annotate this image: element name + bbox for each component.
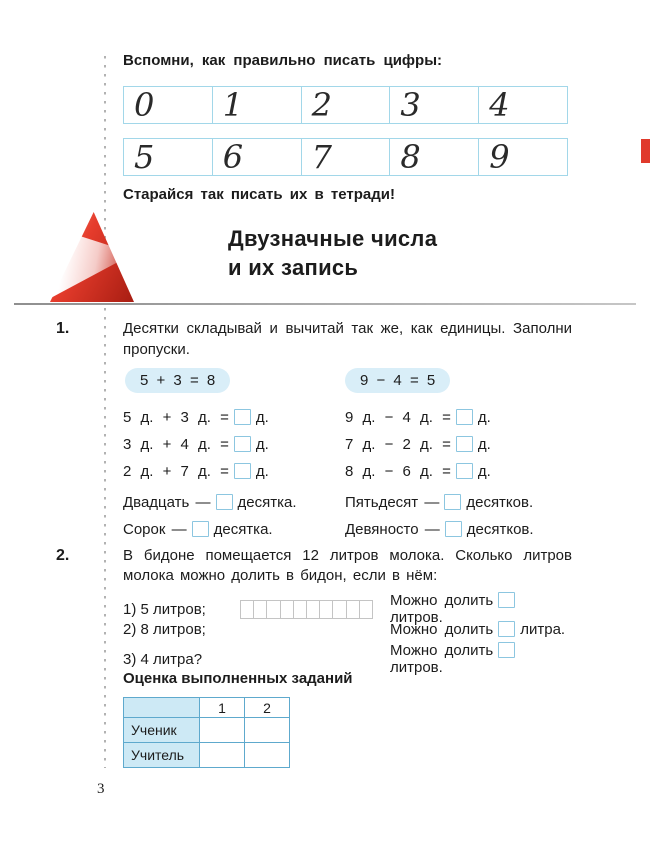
grid-cell[interactable] bbox=[319, 600, 333, 619]
task2-section bbox=[123, 546, 572, 676]
word-text: Сорок — bbox=[123, 521, 187, 538]
equation-row bbox=[123, 404, 572, 431]
answer-box[interactable] bbox=[234, 463, 251, 479]
answer-text: Можно долить bbox=[390, 621, 494, 638]
answer-box[interactable] bbox=[456, 409, 473, 425]
answer-text: Можно долить bbox=[390, 642, 494, 659]
grid-cell[interactable] bbox=[240, 600, 254, 619]
digit-practice-cell[interactable] bbox=[212, 138, 302, 176]
equation-unit: д. bbox=[255, 463, 269, 480]
answer-box[interactable] bbox=[498, 621, 515, 637]
item-label: 2) 8 литров; bbox=[123, 621, 206, 638]
equation-block bbox=[123, 404, 572, 485]
task2-items bbox=[123, 592, 572, 676]
score-cell[interactable] bbox=[245, 743, 290, 768]
equation-unit: д. bbox=[477, 409, 491, 426]
score-cell[interactable] bbox=[200, 743, 245, 768]
intro-heading: Вспомни, как правильно писать цифры: bbox=[123, 52, 443, 69]
answer-box[interactable] bbox=[498, 592, 515, 608]
handwritten-digit: 1 bbox=[222, 86, 244, 124]
chapter-title bbox=[228, 224, 437, 282]
evaluation-row-teacher bbox=[124, 743, 290, 768]
equation-left bbox=[123, 463, 345, 480]
worked-examples bbox=[123, 368, 572, 396]
word-right bbox=[345, 494, 572, 511]
answer-box[interactable] bbox=[445, 521, 462, 537]
equation-row bbox=[123, 458, 572, 485]
word-right bbox=[345, 521, 572, 538]
digit-practice-cell[interactable] bbox=[301, 86, 391, 124]
evaluation-heading: Оценка выполненных заданий bbox=[123, 670, 353, 687]
example-highlight-left: 5 + 3 = 8 bbox=[125, 368, 230, 393]
working-area bbox=[240, 600, 390, 619]
digit-practice-row bbox=[123, 86, 568, 124]
handwritten-digit: 4 bbox=[489, 86, 510, 124]
grid-cell[interactable] bbox=[280, 600, 294, 619]
word-text: Пятьдесят — bbox=[345, 494, 440, 511]
task1-section bbox=[123, 318, 572, 543]
chapter-edge-marker bbox=[641, 139, 650, 163]
handwritten-digit: 6 bbox=[222, 138, 244, 176]
word-left bbox=[123, 494, 345, 511]
equation-left bbox=[123, 409, 345, 426]
digit-practice-cell[interactable] bbox=[123, 138, 213, 176]
example-highlight-right: 9 − 4 = 5 bbox=[345, 368, 450, 393]
grid-cell[interactable] bbox=[359, 600, 373, 619]
equation-text: 7 д. − 2 д. = bbox=[345, 436, 451, 453]
row-label-student: Ученик bbox=[124, 718, 200, 743]
digit-practice-cell[interactable] bbox=[123, 86, 213, 124]
handwritten-digit: 9 bbox=[489, 138, 510, 176]
intro-footer: Старайся так писать их в тетради! bbox=[123, 186, 395, 203]
answer-box[interactable] bbox=[216, 494, 233, 510]
page-number: 3 bbox=[97, 781, 105, 797]
answer-text: Можно долить bbox=[390, 592, 494, 609]
task1-number: 1. bbox=[56, 320, 70, 337]
answer-unit: литров. bbox=[390, 659, 443, 676]
word-unit: десятков. bbox=[466, 494, 534, 511]
equation-text: 3 д. + 4 д. = bbox=[123, 436, 229, 453]
equation-text: 9 д. − 4 д. = bbox=[345, 409, 451, 426]
digit-practice-cell[interactable] bbox=[478, 86, 568, 124]
answer-unit: литра. bbox=[520, 621, 566, 638]
word-left bbox=[123, 521, 345, 538]
task2-item bbox=[123, 617, 572, 642]
word-unit: десятка. bbox=[213, 521, 273, 538]
answer-unit: литров. bbox=[390, 609, 443, 626]
word-text: Девяносто — bbox=[345, 521, 440, 538]
task2-text: В бидоне помещается 12 литров молока. Сколько литров молока можно долить в бидон, если в нём: bbox=[123, 547, 572, 584]
grid-cell[interactable] bbox=[266, 600, 280, 619]
evaluation-row-student bbox=[124, 718, 290, 743]
working-grid[interactable] bbox=[240, 600, 373, 619]
word-row bbox=[123, 489, 572, 516]
section-divider-line bbox=[14, 303, 636, 305]
chapter-corner-graphic bbox=[50, 212, 134, 302]
handwritten-digit: 7 bbox=[311, 138, 332, 176]
answer-box[interactable] bbox=[444, 494, 461, 510]
equation-left bbox=[123, 436, 345, 453]
task2-item bbox=[123, 592, 572, 626]
grid-cell[interactable] bbox=[346, 600, 360, 619]
handwritten-digit: 8 bbox=[400, 138, 421, 176]
grid-cell[interactable] bbox=[253, 600, 267, 619]
equation-row bbox=[123, 431, 572, 458]
digit-practice-cell[interactable] bbox=[212, 86, 302, 124]
equation-text: 8 д. − 6 д. = bbox=[345, 463, 451, 480]
answer-box[interactable] bbox=[192, 521, 209, 537]
number-words-block bbox=[123, 489, 572, 543]
binding-dotted-line bbox=[104, 56, 106, 768]
item-label: 3) 4 литра? bbox=[123, 650, 203, 668]
handwritten-digit: 3 bbox=[400, 86, 421, 124]
equation-right bbox=[345, 463, 572, 480]
evaluation-header-row bbox=[124, 698, 290, 718]
score-cell[interactable] bbox=[245, 718, 290, 743]
digit-practice-row bbox=[123, 138, 568, 176]
equation-unit: д. bbox=[255, 436, 269, 453]
digit-practice-cell[interactable] bbox=[389, 86, 479, 124]
chapter-title-line2: и их запись bbox=[228, 255, 359, 280]
row-label-teacher: Учитель bbox=[124, 743, 200, 768]
answer-box[interactable] bbox=[498, 642, 515, 658]
chapter-title-line1: Двузначные числа bbox=[228, 226, 438, 251]
grid-cell[interactable] bbox=[306, 600, 320, 619]
word-unit: десятка. bbox=[237, 494, 297, 511]
equation-unit: д. bbox=[477, 463, 491, 480]
answer-box[interactable] bbox=[456, 463, 473, 479]
equation-unit: д. bbox=[255, 409, 269, 426]
evaluation-table bbox=[123, 697, 290, 768]
grid-cell[interactable] bbox=[332, 600, 346, 619]
handwritten-digit: 2 bbox=[311, 86, 332, 124]
task2-number: 2. bbox=[56, 547, 70, 564]
handwritten-digit: 0 bbox=[134, 86, 155, 124]
item-answer bbox=[390, 621, 572, 638]
evaluation-section bbox=[123, 670, 572, 768]
equation-right bbox=[345, 436, 572, 453]
item-label: 1) 5 литров; bbox=[123, 600, 206, 618]
equation-right bbox=[345, 409, 572, 426]
answer-box[interactable] bbox=[234, 409, 251, 425]
equation-unit: д. bbox=[477, 436, 491, 453]
task2-item bbox=[123, 642, 572, 676]
answer-box[interactable] bbox=[456, 436, 473, 452]
score-cell[interactable] bbox=[200, 718, 245, 743]
corner-cell bbox=[124, 698, 200, 718]
grid-cell[interactable] bbox=[293, 600, 307, 619]
digit-practice-cell[interactable] bbox=[478, 138, 568, 176]
digit-practice-cell[interactable] bbox=[301, 138, 391, 176]
answer-box[interactable] bbox=[234, 436, 251, 452]
equation-text: 5 д. + 3 д. = bbox=[123, 409, 229, 426]
handwritten-digit: 5 bbox=[134, 138, 155, 176]
word-row bbox=[123, 516, 572, 543]
column-header-1: 1 bbox=[200, 698, 245, 718]
task1-text: Десятки складывай и вычитай так же, как единицы. Заполни пропуски. bbox=[123, 320, 572, 358]
column-header-2: 2 bbox=[245, 698, 290, 718]
digit-practice-cell[interactable] bbox=[389, 138, 479, 176]
word-unit: десятков. bbox=[466, 521, 534, 538]
equation-text: 2 д. + 7 д. = bbox=[123, 463, 229, 480]
word-text: Двадцать — bbox=[123, 494, 211, 511]
